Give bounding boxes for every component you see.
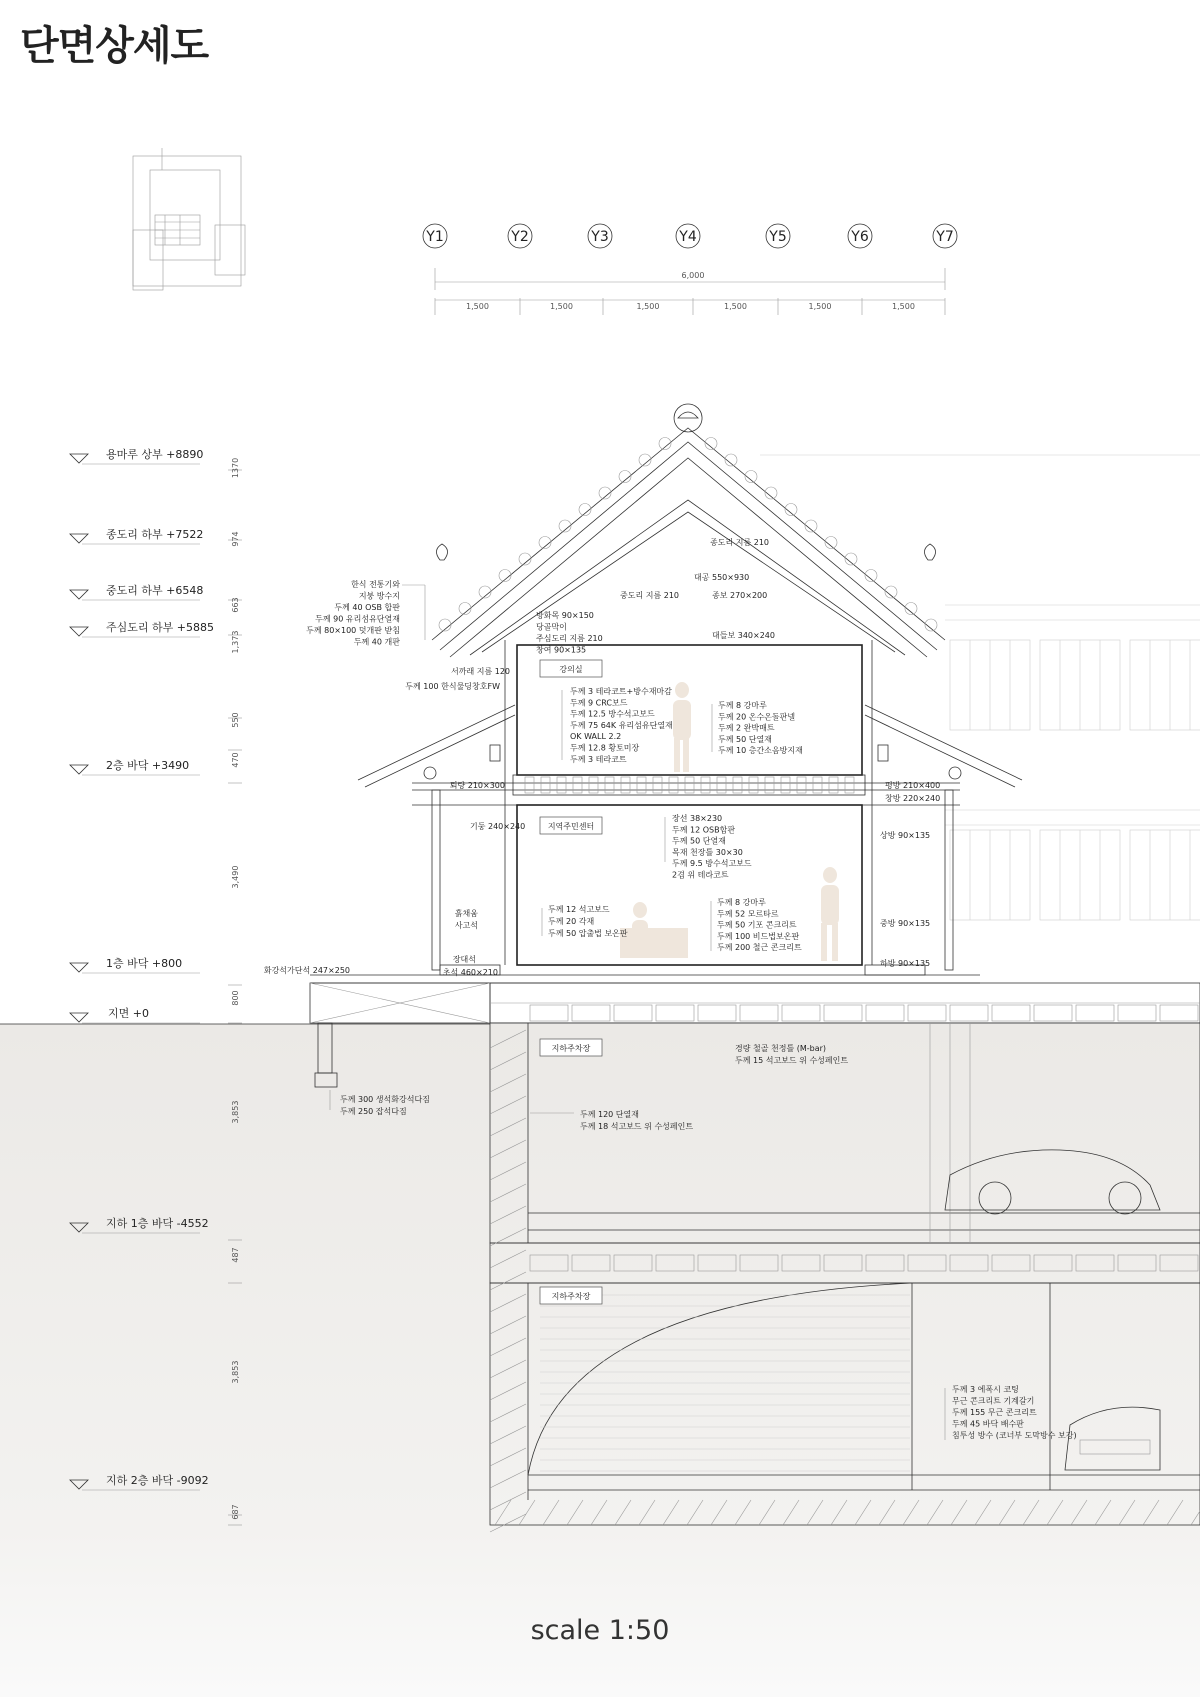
level-label: 지면 +0 <box>108 1007 149 1020</box>
wall-hatch <box>490 1382 526 1400</box>
wall-hatch <box>490 1250 526 1268</box>
footing-label: 두께 250 잡석다짐 <box>340 1107 407 1116</box>
slab-block <box>656 1005 694 1021</box>
slab-block <box>824 1255 862 1271</box>
ceiling-layer-label: 두께 50 단열재 <box>672 836 726 846</box>
beam-label: 상방 90×135 <box>880 831 931 840</box>
slab-hatch <box>567 1500 583 1525</box>
ceiling-layer-label: 경량 철골 천정틀 (M-bar) <box>735 1044 827 1053</box>
slab-hatch <box>687 1500 703 1525</box>
grid-label: Y1 <box>426 229 444 245</box>
slab-hatch <box>783 1500 799 1525</box>
slab-block <box>1034 1255 1072 1271</box>
room-label: 지하주차장 <box>551 1292 591 1301</box>
vertical-dimension: 974 <box>231 531 240 547</box>
level-label: 1층 바닥 +800 <box>106 957 183 970</box>
slab-block <box>992 1255 1030 1271</box>
slab-hatch <box>951 1500 967 1525</box>
slab-block <box>698 1255 736 1271</box>
wall-hatch <box>490 1426 526 1444</box>
ceiling-layer-label: 장선 38×230 <box>672 814 723 823</box>
level-label: 용마루 상부 +8890 <box>106 448 204 461</box>
ceiling-layer-label: 두께 9.5 방수석고보드 <box>672 859 752 869</box>
floor-joist <box>813 777 822 793</box>
floor-joist <box>717 777 726 793</box>
slab-hatch <box>903 1500 919 1525</box>
floor-joist <box>669 777 678 793</box>
slab-block <box>950 1255 988 1271</box>
span-dimension: 1,500 <box>636 302 660 311</box>
floor-layer-label: 두께 100 비드법보온판 <box>717 931 800 941</box>
upper-roof <box>432 404 945 657</box>
wall-hatch <box>490 1184 526 1202</box>
roof-layer-label: 한식 전통기와 <box>351 580 400 589</box>
floor-layer-label: 두께 3 에폭시 코팅 <box>952 1385 1019 1394</box>
floor-joist <box>733 777 742 793</box>
slab-block <box>1034 1005 1072 1021</box>
wall-hatch <box>490 1448 526 1466</box>
floor-joist <box>557 777 566 793</box>
scale-label: scale 1:50 <box>530 1615 670 1646</box>
slab-hatch <box>1191 1500 1200 1525</box>
floor-joist <box>829 777 838 793</box>
floor-joist <box>525 777 534 793</box>
floor-layer-label: 두께 8 강마루 <box>717 898 766 907</box>
slab-hatch <box>1167 1500 1183 1525</box>
wall-layer-label: 두께 18 석고보드 위 수성페인트 <box>580 1122 694 1131</box>
wall-hatch <box>490 1272 526 1290</box>
floor-joist <box>701 777 710 793</box>
wall-layer-label: 두께 12.5 방수석고보드 <box>570 709 655 719</box>
slab-hatch <box>879 1500 895 1525</box>
span-dimension: 1,500 <box>550 302 573 311</box>
floor-layer-label: 두께 2 완박매트 <box>718 723 775 733</box>
member-label: 대들보 340×240 <box>712 631 775 640</box>
base-label: 초석 460×210 <box>442 968 498 977</box>
roof-layer-label: 두께 40 개판 <box>353 637 400 647</box>
slab-hatch <box>591 1500 607 1525</box>
vertical-dimension: 1370 <box>231 457 240 479</box>
car-b2 <box>1065 1407 1160 1470</box>
key-plan <box>133 148 245 290</box>
wall-hatch <box>490 1074 526 1092</box>
slab-block <box>530 1005 568 1021</box>
vertical-dimension: 3,490 <box>231 865 240 889</box>
wall-layer-label: 두께 9 CRC보드 <box>570 698 628 708</box>
slab-hatch <box>663 1500 679 1525</box>
slab-hatch <box>711 1500 727 1525</box>
wall-hatch <box>490 1316 526 1334</box>
floor-layer-label: 침투성 방수 (코너부 도막방수 보강) <box>952 1431 1077 1440</box>
slab-block <box>614 1005 652 1021</box>
roof-layer-label: 지붕 방수지 <box>358 591 400 601</box>
wall-hatch <box>490 1404 526 1422</box>
floor-layer-label: 두께 52 모르타르 <box>717 909 779 919</box>
background-window <box>1130 640 1200 730</box>
ceiling-layer-label: 두께 12 OSB합판 <box>672 825 736 835</box>
vertical-dimension: 663 <box>231 597 240 613</box>
grid-label: Y3 <box>591 229 609 245</box>
grid-label: Y4 <box>679 229 697 245</box>
vertical-dimension: 550 <box>231 712 240 728</box>
grid-label: Y7 <box>936 229 954 245</box>
vertical-dimension: 487 <box>231 1247 240 1263</box>
grid-label: Y2 <box>511 229 529 245</box>
wall-hatch <box>490 1206 526 1224</box>
floor-joist <box>797 777 806 793</box>
level-marker-icon <box>70 765 88 774</box>
beam-label: 하방 90×135 <box>880 959 931 968</box>
floor-layer-label: 두께 155 무근 콘크리트 <box>952 1408 1037 1417</box>
slab-hatch <box>1143 1500 1159 1525</box>
level-label: 주심도리 하부 +5885 <box>106 621 214 634</box>
level-marker-icon <box>70 590 88 599</box>
slab-hatch <box>855 1500 871 1525</box>
wall-hatch <box>490 1360 526 1378</box>
slab-hatch <box>639 1500 655 1525</box>
vertical-dimension: 1,373 <box>231 630 240 654</box>
beam-label: 평방 210×400 <box>885 781 941 790</box>
wall-hatch <box>490 1096 526 1114</box>
level-marker-icon <box>70 1013 88 1022</box>
level-label: 2층 바닥 +3490 <box>106 759 190 772</box>
floor-layer-label: 두께 200 철근 콘크리트 <box>717 943 802 953</box>
slab-block <box>782 1255 820 1271</box>
wall-hatch <box>490 1492 526 1510</box>
level-marker-icon <box>70 534 88 543</box>
floor-joist <box>573 777 582 793</box>
wall-hatch <box>490 1118 526 1136</box>
level-marker-icon <box>70 963 88 972</box>
floor-joist <box>621 777 630 793</box>
slab-hatch <box>1071 1500 1087 1525</box>
room-label: 지역주민센터 <box>547 822 595 831</box>
wall-hatch <box>490 1030 526 1048</box>
wall-hatch <box>490 1140 526 1158</box>
beam-label: 중방 90×135 <box>880 919 931 928</box>
slab-hatch <box>1023 1500 1039 1525</box>
member-label: 종보 270×200 <box>712 591 768 600</box>
slab-block <box>1160 1005 1198 1021</box>
wall-layer-label: 두께 120 단열재 <box>580 1110 639 1119</box>
slab-hatch <box>807 1500 823 1525</box>
slab-hatch <box>1047 1500 1063 1525</box>
wall-layer-label: 두께 75 64K 유리섬유단열재 <box>570 720 673 730</box>
wall-layer-label: 두께 3 테라코트 <box>570 754 627 764</box>
floor-layer-label: 두께 8 강마루 <box>718 701 767 710</box>
member-label: 당골막이 <box>536 622 567 632</box>
level-label: 지하 1층 바닥 -4552 <box>106 1217 209 1230</box>
wall-layer-label: 두께 12.8 황토미장 <box>570 743 640 753</box>
slab-block <box>614 1255 652 1271</box>
span-dimension: 1,500 <box>892 302 915 311</box>
level-label: 중도리 하부 +6548 <box>106 584 204 597</box>
slab-block <box>950 1005 988 1021</box>
slab-block <box>572 1005 610 1021</box>
slab-block <box>1076 1005 1114 1021</box>
level-marker-icon <box>70 627 88 636</box>
base-and-footing <box>310 983 490 1087</box>
wall-layer-label: 두께 50 압출법 보온판 <box>548 929 628 938</box>
floor-joist <box>637 777 646 793</box>
basement-1 <box>490 983 1200 1283</box>
slab-block <box>572 1255 610 1271</box>
member-label: 방화목 90×150 <box>536 611 594 620</box>
floor-layer-label: 두께 45 바닥 배수판 <box>952 1419 1024 1429</box>
member-label: 종도리 지름 210 <box>710 538 769 547</box>
wall-layer-label: 두께 20 각재 <box>548 917 595 926</box>
vertical-dimension: 3,853 <box>231 1100 240 1124</box>
footing-label: 두께 300 생석화강석다짐 <box>340 1095 430 1104</box>
ceiling-layer-label: 두께 15 석고보드 위 수성페인트 <box>735 1056 849 1065</box>
page-title: 단면상세도 <box>20 23 209 69</box>
slab-block <box>530 1255 568 1271</box>
member-label: 대공 550×930 <box>694 573 750 582</box>
slab-hatch <box>999 1500 1015 1525</box>
slab-block <box>866 1255 904 1271</box>
car-b1 <box>945 1150 1160 1214</box>
member-label: 주심도리 지름 210 <box>536 634 603 643</box>
base-label: 화강석가단석 247×250 <box>263 966 350 975</box>
slab-block <box>1160 1255 1198 1271</box>
total-dimension: 6,000 <box>681 271 705 280</box>
wall-layer-label: 두께 12 석고보드 <box>548 905 610 914</box>
slab-hatch <box>927 1500 943 1525</box>
slab-hatch <box>1119 1500 1135 1525</box>
wall-layer-label: OK WALL 2.2 <box>570 732 622 742</box>
wall-hatch <box>490 1294 526 1312</box>
floor-joist <box>541 777 550 793</box>
level-label: 종도리 하부 +7522 <box>106 528 204 541</box>
floor-joist <box>653 777 662 793</box>
slab-hatch <box>1095 1500 1111 1525</box>
floor-layer-label: 두께 10 층간소음방지재 <box>718 746 803 756</box>
floor-joist <box>781 777 790 793</box>
floor-joist <box>749 777 758 793</box>
vertical-dimension: 800 <box>231 990 240 1006</box>
wall-layer-label: 두께 3 테라코트+방수재마감 <box>570 687 672 696</box>
floor-joist <box>685 777 694 793</box>
member-label: 서까래 지름 120 <box>451 667 510 676</box>
level-label: 지하 2층 바닥 -9092 <box>106 1474 209 1487</box>
wall-hatch <box>490 1470 526 1488</box>
slab-block <box>992 1005 1030 1021</box>
beam-label: 퇴량 210×300 <box>449 781 505 790</box>
level-marker-icon <box>70 1223 88 1232</box>
slab-block <box>824 1005 862 1021</box>
roof-layer-label: 두께 80×100 덧개판 받침 <box>306 626 400 635</box>
vertical-dimension: 470 <box>231 752 240 768</box>
wall-hatch <box>490 1338 526 1356</box>
slab-block <box>866 1005 904 1021</box>
wall-layer-label: 흙채움 <box>454 909 478 918</box>
slab-block <box>1118 1255 1156 1271</box>
slab-block <box>740 1005 778 1021</box>
slab-block <box>656 1255 694 1271</box>
grid-label: Y5 <box>769 229 787 245</box>
floor-joist <box>765 777 774 793</box>
slab-block <box>740 1255 778 1271</box>
background-window <box>1130 830 1200 920</box>
slab-block <box>698 1005 736 1021</box>
floor-joist <box>589 777 598 793</box>
grid-label: Y6 <box>851 229 869 245</box>
wall-hatch <box>490 1162 526 1180</box>
ceiling-layer-label: 2겹 위 테라코트 <box>672 870 729 880</box>
room-label: 강의실 <box>559 665 583 674</box>
floor-layer-label: 무근 콘크리트 기계갈기 <box>952 1396 1035 1406</box>
slab-hatch <box>543 1500 559 1525</box>
slab-hatch <box>975 1500 991 1525</box>
slab-block <box>782 1005 820 1021</box>
slab-block <box>1118 1005 1156 1021</box>
slab-hatch <box>735 1500 751 1525</box>
wall-hatch <box>490 1052 526 1070</box>
slab-block <box>1076 1255 1114 1271</box>
vertical-dimension: 687 <box>231 1504 240 1520</box>
slab-hatch <box>831 1500 847 1525</box>
basement-2 <box>490 1283 1200 1525</box>
span-dimension: 1,500 <box>724 302 747 311</box>
floor-layer-label: 두께 20 온수온돌판넬 <box>718 712 796 722</box>
wall-layer-label: 사고석 <box>454 921 478 930</box>
floor-joist <box>605 777 614 793</box>
level-marker-icon <box>70 1480 88 1489</box>
member-label: 창여 90×135 <box>536 645 587 655</box>
floor-layer-label: 두께 50 기포 콘크리트 <box>717 920 797 930</box>
floor-joist <box>845 777 854 793</box>
vertical-dimension: 3,853 <box>231 1360 240 1384</box>
beam-label: 창방 220×240 <box>885 794 941 803</box>
roof-layer-label: 두께 90 유리섬유단열재 <box>315 614 400 624</box>
member-label: 중도리 지름 210 <box>620 591 679 600</box>
level-marker-icon <box>70 454 88 463</box>
roof-layer-label: 두께 40 OSB 합판 <box>334 603 400 612</box>
slab-hatch <box>519 1500 535 1525</box>
slab-hatch <box>759 1500 775 1525</box>
room-label: 지하주차장 <box>551 1044 591 1053</box>
slab-hatch <box>615 1500 631 1525</box>
slab-block <box>908 1005 946 1021</box>
member-label: 두께 100 한식물딩창호FW <box>405 682 500 691</box>
span-dimension: 1,500 <box>466 302 489 311</box>
ceiling-layer-label: 목재 천장틀 30×30 <box>672 847 743 857</box>
base-label: 장대석 <box>452 955 476 964</box>
slab-block <box>908 1255 946 1271</box>
beam-label: 기둥 240×240 <box>470 822 526 831</box>
span-dimension: 1,500 <box>808 302 832 311</box>
floor-layer-label: 두께 50 단열재 <box>718 734 772 744</box>
